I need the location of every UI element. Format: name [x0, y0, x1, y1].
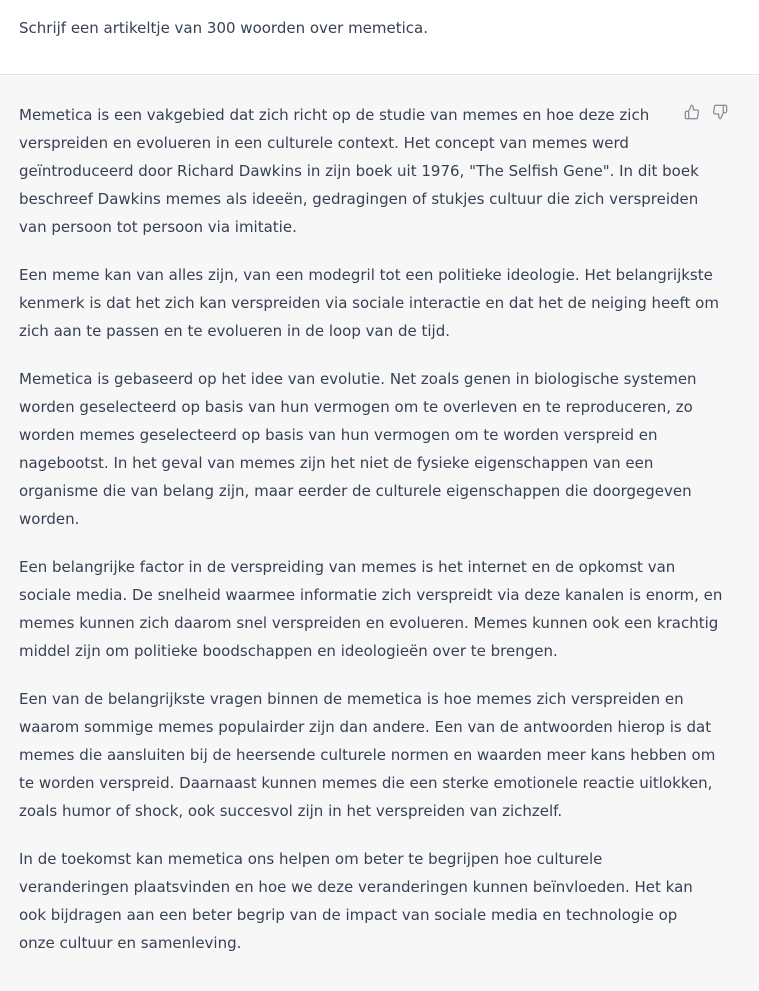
answer-line: ook bijdragen aan een beter begrip van de impact van sociale media en technologie op [19, 906, 678, 924]
answer-line: memes kunnen zich daarom snel verspreiden en evolueren. Memes kunnen ook een krachtig [19, 614, 719, 632]
thumbs-up-icon [684, 104, 700, 120]
answer-paragraph [19, 845, 693, 957]
answer-paragraph [19, 685, 716, 825]
answer-line: zoals humor of shock, ook succesvol zijn in het verspreiden van zichzelf. [19, 802, 563, 820]
answer-line: nagebootst. In het geval van memes zijn het niet de fysieke eigenschappen van een [19, 454, 654, 472]
answer-line: geïntroduceerd door Richard Dawkins in zijn boek uit 1976, "The Selfish Gene". In dit boek [19, 162, 699, 180]
answer-line: beschreef Dawkins memes als ideeën, gedragingen of stukjes cultuur die zich verspreiden [19, 190, 699, 208]
assistant-message [0, 76, 759, 991]
answer-line: verspreiden en evolueren in een culturele context. Het concept van memes werd [19, 134, 629, 152]
answer-line: organisme die van belang zijn, maar eerder de culturele eigenschappen die doorgegeven [19, 482, 692, 500]
feedback-buttons [684, 104, 728, 120]
answer-line: Een meme kan van alles zijn, van een modegril tot een politieke ideologie. Het belangrijkste [19, 266, 713, 284]
answer-line: sociale media. De snelheid waarmee informatie zich verspreidt via deze kanalen is enorm, en [19, 586, 723, 604]
answer-line: onze cultuur en samenleving. [19, 934, 242, 952]
answer-line: Memetica is gebaseerd op het idee van evolutie. Net zoals genen in biologische systemen [19, 370, 697, 388]
answer-line: kenmerk is dat het zich kan verspreiden via sociale interactie en dat het de neiging heeft om [19, 294, 719, 312]
answer-paragraph [19, 365, 697, 533]
answer-line: zich aan te passen en te evolueren in de loop van de tijd. [19, 322, 450, 340]
answer-line: worden memes geselecteerd op basis van hun vermogen om te worden verspreid en [19, 426, 658, 444]
answer-line: veranderingen plaatsvinden en hoe we deze veranderingen kunnen beïnvloeden. Het kan [19, 878, 693, 896]
answer-line: worden. [19, 510, 80, 528]
user-message [0, 0, 759, 75]
answer-line: worden geselecteerd op basis van hun vermogen om te overleven en te reproduceren, zo [19, 398, 693, 416]
thumbs-down-icon [712, 104, 728, 120]
assistant-answer [19, 101, 723, 977]
answer-paragraph [19, 261, 719, 345]
answer-paragraph [19, 553, 723, 665]
answer-line: Memetica is een vakgebied dat zich richt op de studie van memes en hoe deze zich [19, 106, 650, 124]
answer-line: Een belangrijke factor in de verspreiding van memes is het internet en de opkomst van [19, 558, 676, 576]
thumbs-down-button[interactable] [712, 104, 728, 120]
answer-line: middel zijn om politieke boodschappen en ideologieën over te brengen. [19, 642, 558, 660]
answer-line: waarom sommige memes populairder zijn dan andere. Een van de antwoorden hierop is dat [19, 718, 712, 736]
answer-line: In de toekomst kan memetica ons helpen om beter te begrijpen hoe culturele [19, 850, 603, 868]
user-message-text: Schrijf een artikeltje van 300 woorden over memetica. [19, 19, 429, 37]
answer-line: memes die aansluiten bij de heersende culturele normen en waarden meer kans hebben om [19, 746, 716, 764]
thumbs-up-button[interactable] [684, 104, 700, 120]
answer-line: Een van de belangrijkste vragen binnen de memetica is hoe memes zich verspreiden en [19, 690, 684, 708]
answer-paragraph [19, 101, 699, 241]
answer-line: van persoon tot persoon via imitatie. [19, 218, 297, 236]
answer-line: te worden verspreid. Daarnaast kunnen memes die een sterke emotionele reactie uitlokken, [19, 774, 713, 792]
